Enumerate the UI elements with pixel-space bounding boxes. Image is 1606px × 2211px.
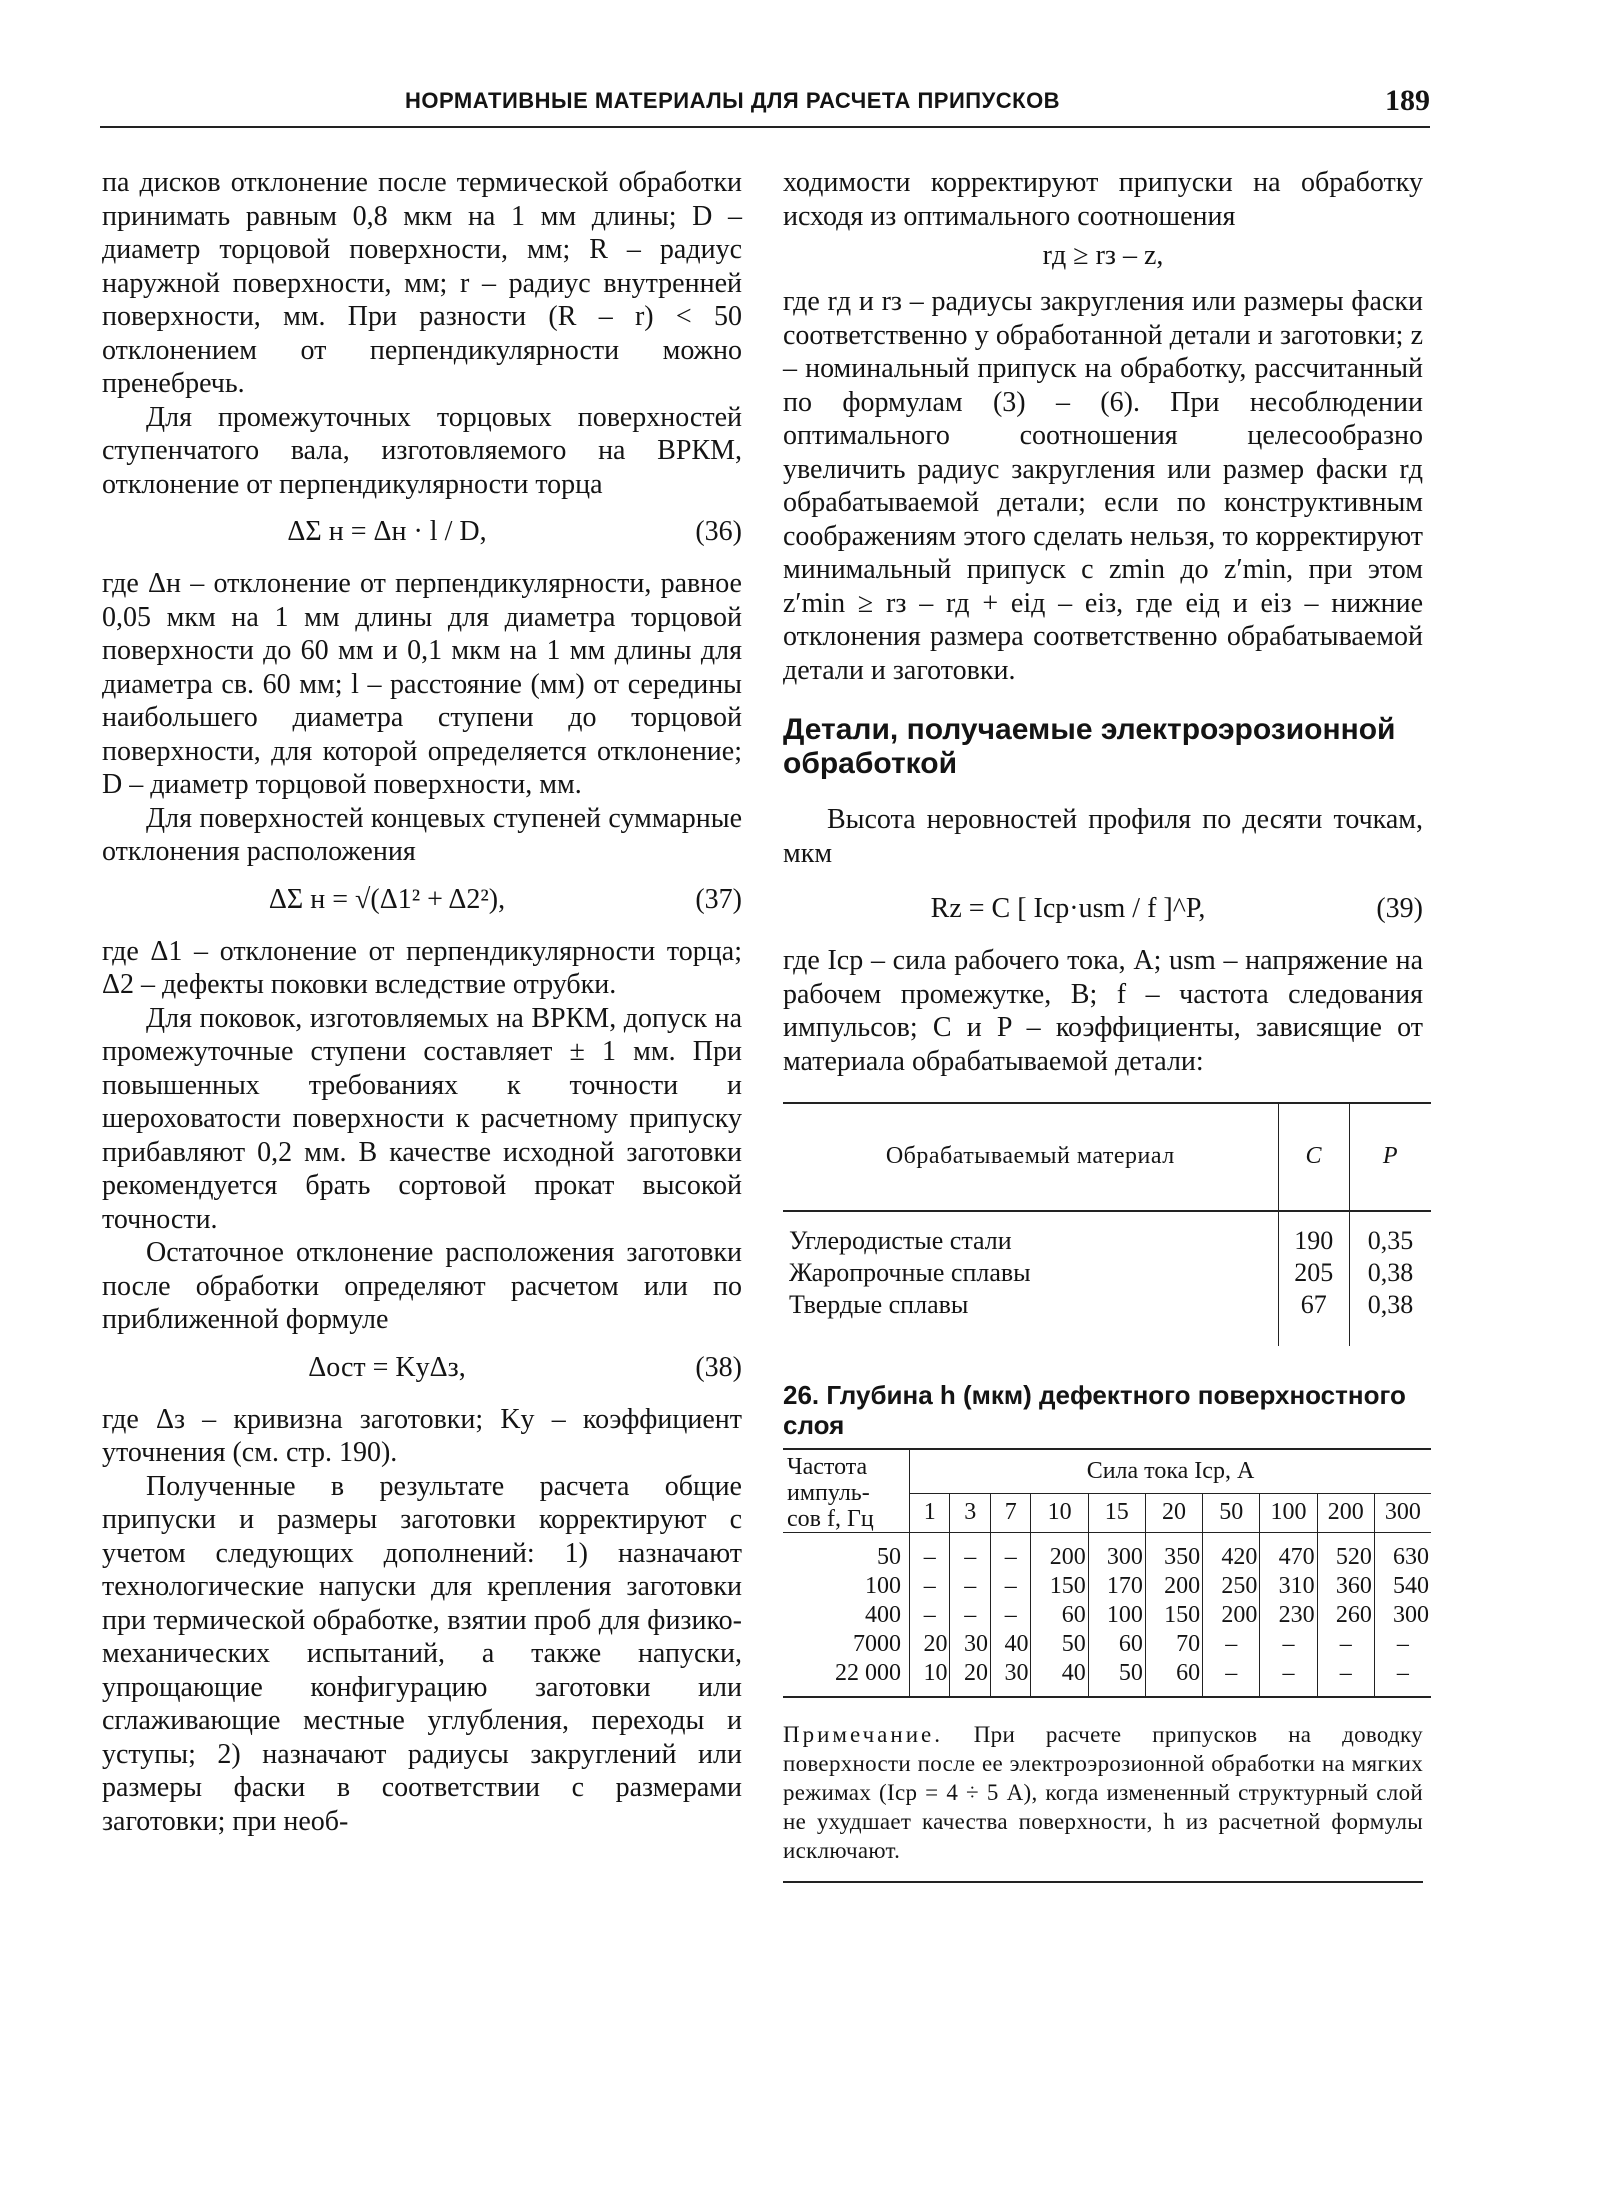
paragraph: где Δн – отклонение от перпендикулярности, равное 0,05 мкм на 1 мм длины для диаметра торцовой поверхности до 60 мм и 0,1 мкм на 1 мм длины для диаметра св. 60 мм; l – расстояние (мм) от середины наибольшего диаметра ступени до торцовой поверхности, для которой определяется отклонение; D – диаметр торцовой поверхности, мм. (102, 568, 742, 800)
left-column (102, 166, 742, 1838)
running-header (100, 86, 1430, 128)
table-cell: – (1260, 1630, 1317, 1659)
table-cell: – (1374, 1659, 1431, 1697)
formula-ratio (783, 233, 1423, 285)
paragraph: где Δ1 – отклонение от перпендикулярности торца; Δ2 – дефекты поковки вследствие отрубки. (102, 935, 742, 1000)
table-cell: 150 (1145, 1601, 1202, 1630)
table-cell: 60 (1145, 1659, 1202, 1697)
formula-expression: rд ≥ rз – z, (1042, 240, 1164, 271)
table-cell: 50 (1031, 1630, 1088, 1659)
table-cell: 20 (910, 1630, 950, 1659)
current-header-cell: 15 (1088, 1493, 1145, 1532)
table-row (783, 1257, 1431, 1289)
paragraph: Для поверхностей концевых ступеней суммарные отклонения расположения (102, 802, 742, 867)
table-cell: 205 (1278, 1257, 1349, 1289)
table-cell: 250 (1203, 1572, 1260, 1601)
table-cell: 470 (1260, 1533, 1317, 1573)
table-cell: Жаропрочные сплавы (789, 1258, 1031, 1287)
table-row (783, 1659, 1431, 1697)
table-caption: 26. Глубина h (мкм) дефектного поверхностного слоя (783, 1380, 1406, 1440)
table-cell: – (910, 1572, 950, 1601)
table-cell: 420 (1203, 1533, 1260, 1573)
table-cell: 0,35 (1349, 1211, 1431, 1257)
paragraph: Остаточное отклонение расположения заготовки после обработки определяют расчетом или по приближенной формуле (102, 1237, 742, 1335)
table-cell: 520 (1317, 1533, 1374, 1573)
current-header-cell: 3 (950, 1493, 990, 1532)
formula-38 (102, 1337, 742, 1403)
table-row (783, 1630, 1431, 1659)
table-cell: 200 (1203, 1601, 1260, 1630)
table-cell: – (1260, 1659, 1317, 1697)
table-cell: 230 (1260, 1601, 1317, 1630)
paragraph: Полученные в результате расчета общие припуски и размеры заготовки корректируют с учетом следующих дополнений: 1) назначают технологические напуски для крепления заготовки при термической обработке, взятии проб для физико-механических испытаний, а также напуски, упрощающие конфигурацию заготовки или сглаживающие местные углубления, переходы и уступы; 2) назначают радиусы закруглений или размеры фаски в соответствии с размерами заготовки; при необ- (102, 1470, 742, 1837)
paragraph: па дисков отклонение после термической обработки принимать равным 0,8 мкм на 1 мм длины; D – диаметр торцовой поверхности, мм; R – радиус наружной поверхности, мм; r – радиус внутренней поверхности, мм. При разности (R – r) < 50 отклонением от перпендикулярности можно пренебречь. (102, 167, 742, 399)
table-cell: 10 (910, 1659, 950, 1697)
table-cell: 67 (1278, 1289, 1349, 1346)
formula-37 (102, 869, 742, 935)
table-cell: – (990, 1533, 1030, 1573)
table-note (783, 1720, 1423, 1883)
frequency-cell: 100 (865, 1573, 901, 1599)
table-cell: 50 (1088, 1659, 1145, 1697)
paragraph: Для промежуточных торцовых поверхностей ступенчатого вала, изготовляемого на ВРКМ, отклонение от перпендикулярности торца (102, 401, 742, 500)
table-row (783, 1533, 1431, 1573)
current-header-cell: 20 (1145, 1493, 1202, 1532)
table-cell: 200 (1031, 1533, 1088, 1573)
formula-number: (37) (695, 883, 742, 915)
formula-expression: ΔΣ н = Δн · l / D, (287, 516, 487, 547)
table-cell: 540 (1374, 1572, 1431, 1601)
note-label: Примечание. (783, 1722, 943, 1747)
table-cell: – (950, 1572, 990, 1601)
table-cell: – (990, 1572, 1030, 1601)
material-coefficients-table (783, 1102, 1431, 1346)
formula-expression: Δост = KуΔз, (308, 1351, 466, 1383)
column-header: Сила тока Iср, А (910, 1449, 1432, 1493)
table-cell: 170 (1088, 1572, 1145, 1601)
table-cell: – (950, 1533, 990, 1573)
table-cell: Твердые сплавы (789, 1290, 969, 1319)
table-cell: 60 (1088, 1630, 1145, 1659)
frequency-cell: 400 (865, 1602, 901, 1628)
paragraph: Для поковок, изготовляемых на ВРКМ, допуск на промежуточные ступени составляет ± 1 мм. При повышенных требованиях к точности и шероховатости поверхности к расчетному припуску прибавляют 0,2 мм. В качестве исходной заготовки рекомендуется брать сортовой прокат высокой точности. (102, 1002, 742, 1235)
table-row (783, 1601, 1431, 1630)
table-cell: 60 (1031, 1601, 1088, 1630)
current-header-cell: 10 (1031, 1493, 1088, 1532)
table-cell: – (1203, 1630, 1260, 1659)
table-cell: Углеродистые стали (789, 1226, 1012, 1255)
table-cell: – (1317, 1630, 1374, 1659)
formula-number: (38) (695, 1351, 742, 1383)
section-heading: Детали, получаемые электроэрозионной обработкой (783, 713, 1396, 780)
formula-36 (102, 501, 742, 567)
frequency-cell: 50 (877, 1544, 901, 1570)
table-cell: – (1203, 1659, 1260, 1697)
current-header-cell: 7 (990, 1493, 1030, 1532)
formula-39 (783, 870, 1423, 944)
table-cell: – (1374, 1630, 1431, 1659)
paragraph: Высота неровностей профиля по десяти точкам, мкм (783, 804, 1423, 869)
table-cell: – (990, 1601, 1030, 1630)
formula-number: (39) (1376, 893, 1423, 924)
table-row (783, 1211, 1431, 1257)
table-cell: – (950, 1601, 990, 1630)
table-cell: 200 (1145, 1572, 1202, 1601)
running-title: НОРМАТИВНЫЕ МАТЕРИАЛЫ ДЛЯ РАСЧЕТА ПРИПУСКОВ (405, 88, 1061, 113)
table-cell: – (910, 1533, 950, 1573)
column-header: C (1278, 1103, 1349, 1211)
frequency-cell: 22 000 (783, 1659, 910, 1697)
table-row (783, 1572, 1431, 1601)
column-header: P (1349, 1103, 1431, 1211)
page-number: 189 (1385, 84, 1430, 117)
paragraph: где Δз – кривизна заготовки; Kу – коэффициент уточнения (см. стр. 190). (102, 1403, 742, 1468)
table-cell: 260 (1317, 1601, 1374, 1630)
current-header-cell: 200 (1317, 1493, 1374, 1532)
paragraph: где rд и rз – радиусы закругления или размеры фаски соответственно у обработанной детали и заготовки; z – номинальный припуск на обработку, рассчитанный по формулам (3) – (6). При несоблюдении оптимального соотношения целесообразно увеличить радиус закругления или размер фаски rд обрабатываемой детали; если по конструктивным соображениям этого сделать нельзя, то корректируют минимальный припуск с zmin до z′min, при этом z′min ≥ rз – rд + eiд – eiз, где eiд и eiз – нижние отклонения размера соответственно обрабатываемой детали и заготовки. (783, 286, 1423, 686)
table-cell: 40 (1031, 1659, 1088, 1697)
table-cell: – (910, 1601, 950, 1630)
table-cell: 150 (1031, 1572, 1088, 1601)
table-cell: 100 (1088, 1601, 1145, 1630)
current-header-cell: 50 (1203, 1493, 1260, 1532)
table-row (783, 1289, 1431, 1346)
table-cell: 350 (1145, 1533, 1202, 1573)
table-cell: 0,38 (1349, 1257, 1431, 1289)
current-header-cell: 1 (910, 1493, 950, 1532)
paragraph: где Iср – сила рабочего тока, А; usm – напряжение на рабочем промежутке, В; f – частота следования импульсов; C и P – коэффициенты, зависящие от материала обрабатываемой детали: (783, 945, 1423, 1077)
current-header-cell: 100 (1260, 1493, 1317, 1532)
table-cell: 190 (1278, 1211, 1349, 1257)
paragraph: ходимости корректируют припуски на обработку исходя из оптимального соотношения (783, 167, 1423, 232)
table-cell: 70 (1145, 1630, 1202, 1659)
formula-number: (36) (695, 516, 742, 547)
table-cell: 300 (1374, 1601, 1431, 1630)
note-text: При расчете припусков на доводку поверхности после ее электроэрозионной обработки на мягких режимах (Iср = 4 ÷ 5 А), когда измененный структурный слой не ухудшает качества поверхности, h из расчетной формулы исключают. (783, 1722, 1423, 1863)
column-header: Обрабатываемый материал (783, 1103, 1278, 1211)
table-cell: 30 (990, 1659, 1030, 1697)
frequency-cell: 7000 (853, 1631, 901, 1657)
formula-expression: Rz = C [ Iср·usm / f ]^P, (930, 893, 1206, 924)
defect-depth-table (783, 1448, 1431, 1698)
table-cell: 0,38 (1349, 1289, 1431, 1346)
column-header: Частота импуль- сов f, Гц (783, 1449, 910, 1533)
formula-expression: ΔΣ н = √(Δ1² + Δ2²), (268, 883, 506, 915)
table-cell: 40 (990, 1630, 1030, 1659)
table-cell: 20 (950, 1659, 990, 1697)
table-cell: 360 (1317, 1572, 1374, 1601)
current-header-cell: 300 (1374, 1493, 1431, 1532)
table-cell: 310 (1260, 1572, 1317, 1601)
table-cell: 630 (1374, 1533, 1431, 1573)
right-column (783, 166, 1429, 1883)
table-cell: – (1317, 1659, 1374, 1697)
table-cell: 300 (1088, 1533, 1145, 1573)
table-cell: 30 (950, 1630, 990, 1659)
